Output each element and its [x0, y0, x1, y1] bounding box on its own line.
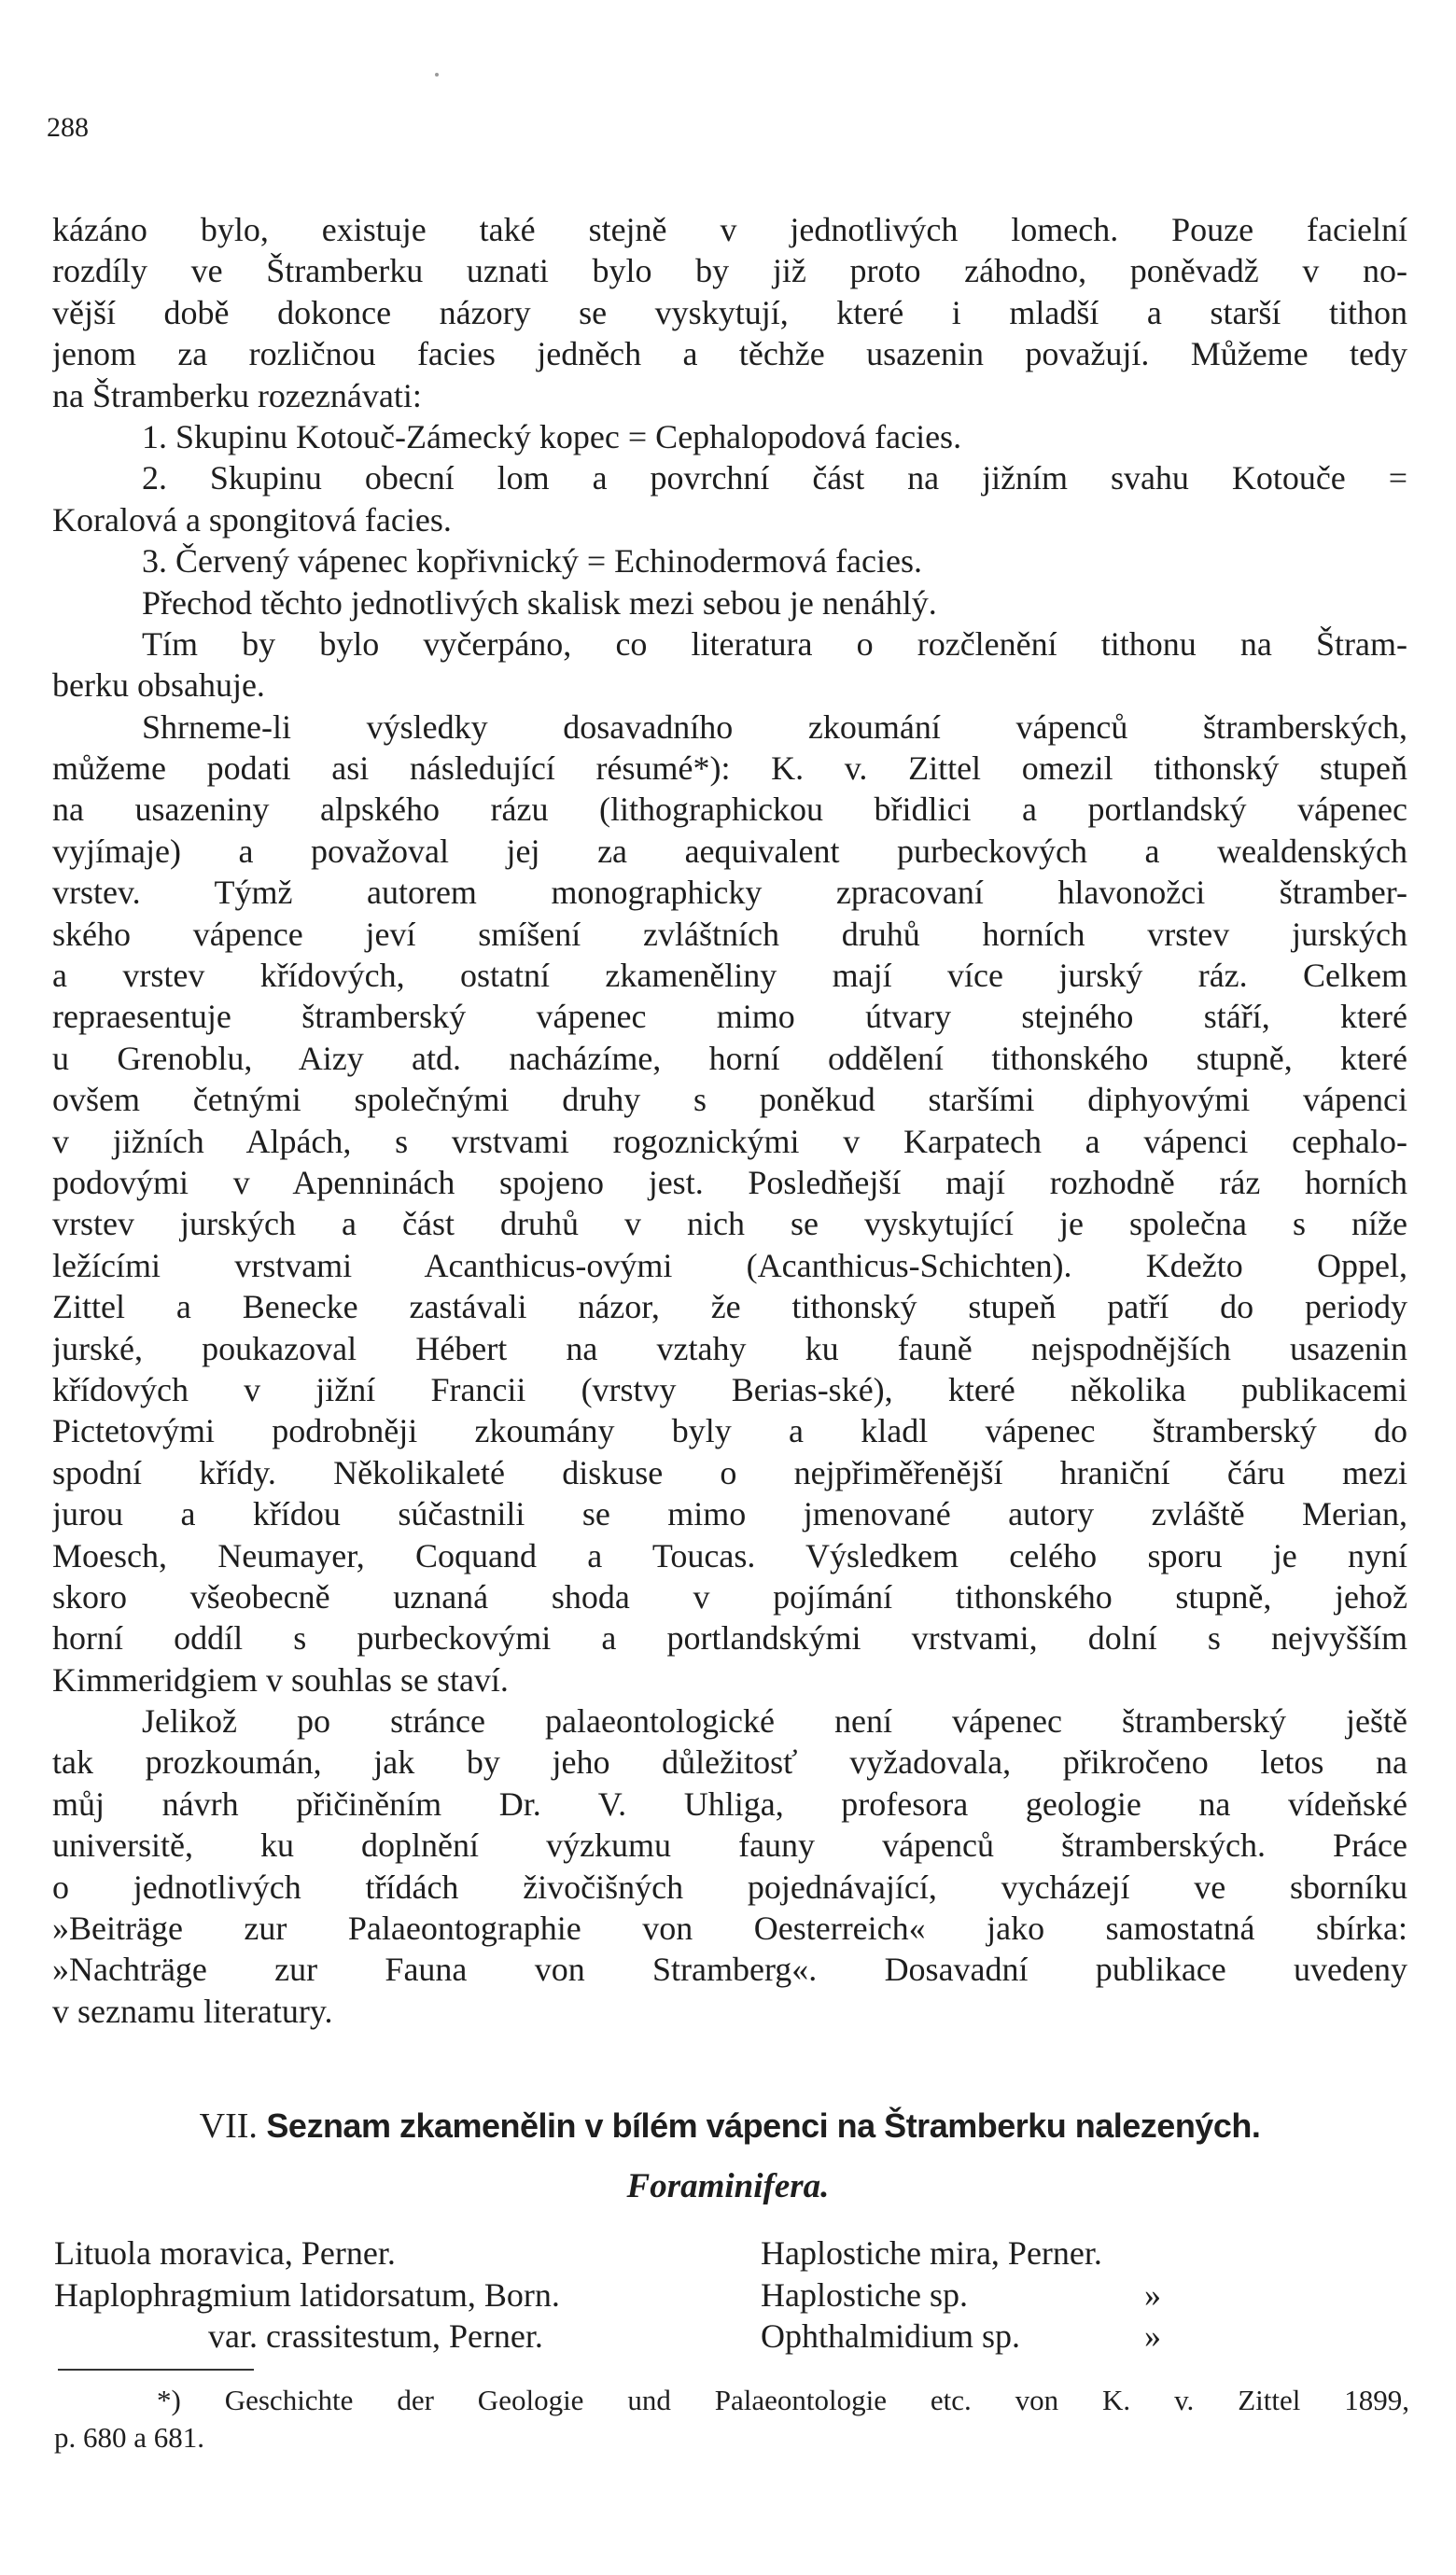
species-name: Haplostiche sp.	[761, 2275, 968, 2314]
text-line: ského vápence jeví smíšení zvláštních druhů horních vrstev jurských	[52, 915, 1407, 953]
footnote	[54, 2382, 1409, 2456]
text-line: Shrneme-li výsledky dosavadního zkoumání vápenců štramberských,	[142, 707, 1407, 746]
text-line: berku obsahuje.	[52, 666, 265, 705]
text-line: tak prozkoumán, jak by jeho důležitosť vyžadovala, přikročeno letos na	[52, 1743, 1407, 1782]
subsection-title: Foraminifera.	[626, 2167, 830, 2205]
text-line: spodní křídy. Několikaleté diskuse o nejpřiměřenější hraniční čáru mezi	[52, 1453, 1407, 1491]
species-item	[54, 2232, 560, 2274]
species-list-right	[761, 2232, 1171, 2358]
text-line: na Štramberku rozeznávati:	[52, 376, 422, 414]
species-name: var. crassitestum, Perner.	[208, 2317, 543, 2355]
text-line: a vrstev křídových, ostatní zkameněliny mají více jurský ráz. Celkem	[52, 957, 1407, 995]
text-line: u Grenoblu, Aizy atd. nacházíme, horní oddělení tithonského stupně, které	[52, 1039, 1407, 1077]
page-number: 288	[47, 112, 89, 143]
species-name: Haplophragmium latidorsatum, Born.	[54, 2275, 560, 2314]
text-line: Jelikož po stránce palaeontologické není vápenec štramberský ještě	[142, 1702, 1407, 1741]
footnote-line: p. 680 a 681.	[54, 2421, 205, 2454]
ditto-mark: »	[1144, 2275, 1161, 2314]
text-line: vější době dokonce názory se vyskytují, které i mladší a starší tithon	[52, 293, 1407, 331]
ditto-mark: »	[1144, 2317, 1161, 2355]
text-line: »Nachträge zur Fauna von Stramberg«. Dosavadní publikace uvedeny	[52, 1951, 1407, 1989]
text-line: Přechod těchto jednotlivých skalisk mezi sebou je nenáhlý.	[142, 583, 937, 622]
species-name: Lituola moravica, Perner.	[54, 2234, 396, 2272]
species-item	[54, 2274, 560, 2316]
species-name: Ophthalmidium sp.	[761, 2317, 1020, 2355]
text-line: křídových v jižní Francii (vrstvy Berias-ské), které několika publikacemi	[52, 1370, 1407, 1408]
section-number: VII.	[199, 2106, 258, 2146]
text-line: Kimmeridgiem v souhlas se staví.	[52, 1660, 509, 1699]
text-line: jurské, poukazoval Hébert na vztahy ku fauně nejspodnějších usazenin	[52, 1329, 1407, 1367]
text-line: v jižních Alpách, s vrstvami rogoznickými v Karpatech a vápenci cephalo-	[52, 1122, 1407, 1160]
section-heading	[52, 2100, 1407, 2152]
text-line: na usazeniny alpského rázu (lithographickou břidlici a portlandský vápenec	[52, 791, 1407, 829]
text-line: 1. Skupinu Kotouč-Zámecký kopec = Cephalopodová facies.	[142, 417, 962, 455]
text-line: vrstev. Týmž autorem monographicky zpracovaní hlavonožci štramber-	[52, 874, 1407, 912]
species-name: Haplostiche mira, Perner.	[761, 2234, 1102, 2272]
text-line: jenom za rozličnou facies jedněch a těchže usazenin považují. Můžeme tedy	[52, 335, 1407, 373]
body-text	[52, 209, 1407, 2032]
speck-mark	[435, 73, 439, 77]
text-line: v seznamu literatury.	[52, 1992, 333, 2030]
text-line: o jednotlivých třídách živočišných pojednávající, vycházejí ve sborníku	[52, 1868, 1407, 1906]
footnote-divider	[58, 2369, 254, 2371]
text-line: rozdíly ve Štramberku uznati bylo by již proto záhodno, poněvadž v no-	[52, 252, 1407, 290]
species-item	[54, 2316, 560, 2358]
text-line: Koralová a spongitová facies.	[52, 500, 452, 539]
text-line: 3. Červený vápenec kopřivnický = Echinodermová facies.	[142, 542, 922, 581]
ditto-mark	[1134, 2232, 1171, 2274]
text-line: kázáno bylo, existuje také stejně v jednotlivých lomech. Pouze facielní	[52, 211, 1407, 248]
text-line: ovšem četnými společnými druhy s poněkud staršími diphyovými vápenci	[52, 1081, 1407, 1119]
text-line: Pictetovými podrobněji zkoumány byly a kladl vápenec štramberský do	[52, 1412, 1407, 1450]
text-line: »Beiträge zur Palaeontographie von Oesterreich« jako samostatná sbírka:	[52, 1910, 1407, 1948]
species-item	[761, 2316, 1171, 2358]
species-list-left	[54, 2232, 560, 2358]
species-item	[761, 2232, 1171, 2274]
text-line: vyjímaje) a považoval jej za aequivalent purbeckových a wealdenských	[52, 832, 1407, 870]
text-line: můj návrh přičiněním Dr. V. Uhliga, profesora geologie na vídeňské	[52, 1784, 1407, 1823]
footnote-line: *) Geschichte der Geologie und Palaeontologie etc. von K. v. Zittel 1899,	[157, 2384, 1409, 2416]
text-line: Moesch, Neumayer, Coquand a Toucas. Výsledkem celého sporu je nyní	[52, 1536, 1407, 1574]
text-line: Zittel a Benecke zastávali názor, že tithonský stupeň patří do periody	[52, 1288, 1407, 1326]
text-line: universitě, ku doplnění výzkumu fauny vápenců štramberských. Práce	[52, 1826, 1407, 1865]
text-line: repraesentuje štramberský vápenec mimo útvary stejného stáří, které	[52, 998, 1407, 1036]
text-line: skoro všeobecně uznaná shoda v pojímání tithonského stupně, jehož	[52, 1577, 1407, 1616]
text-line: podovými v Apenninách spojeno jest. Posledňejší mají rozhodně ráz horních	[52, 1163, 1407, 1201]
species-item	[761, 2274, 1171, 2316]
text-line: 2. Skupinu obecní lom a povrchní část na jižním svahu Kotouče =	[142, 459, 1407, 497]
text-line: můžeme podati asi následující résumé*): K. v. Zittel omezil tithonský stupeň	[52, 749, 1407, 788]
section-title: Seznam zkamenělin v bílém vápenci na Štramberku nalezených.	[266, 2106, 1261, 2145]
text-line: Tím by bylo vyčerpáno, co literatura o rozčlenění tithonu na Štram-	[142, 624, 1407, 663]
text-line: vrstev jurských a část druhů v nich se vyskytující je společna s níže	[52, 1205, 1407, 1243]
text-line: jurou a křídou súčastnili se mimo jmenované autory zvláště Merian,	[52, 1495, 1407, 1533]
text-line: ležícími vrstvami Acanthicus-ovými (Acanthicus-Schichten). Kdežto Oppel,	[52, 1246, 1407, 1284]
text-line: horní oddíl s purbeckovými a portlandskými vrstvami, dolní s nejvyšším	[52, 1619, 1407, 1658]
